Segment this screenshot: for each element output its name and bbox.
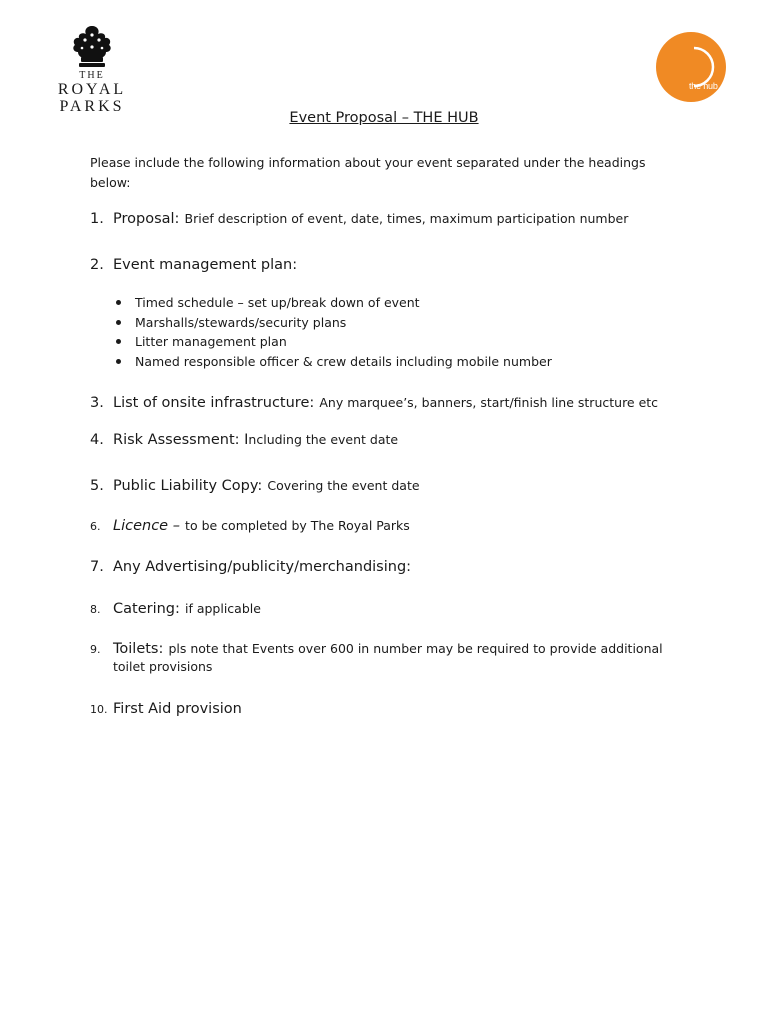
intro-paragraph: Please include the following information about your event separated under the headings below: [90,155,646,190]
bullet-item: Marshalls/stewards/security plans [113,313,552,333]
item-number: 9. [90,643,101,656]
item-heading: Any Advertising/publicity/merchandising: [113,559,412,575]
item-heading: Licence – [113,518,180,534]
hub-circle-icon [654,30,728,104]
list-item-advertising [90,556,670,575]
list-item-onsite-infrastructure [90,392,670,411]
item-number: 4. [90,432,104,448]
item-description: pls note that Events over 600 in number may be required to provide additional [168,641,663,656]
item-heading: First Aid provision [113,701,242,717]
logo-parks-text: PARKS [59,98,125,115]
item-heading: Public Liability Copy: [113,478,263,494]
item-number: 1. [90,211,104,227]
item-description: Any marquee’s, banners, start/finish line structure etc [319,395,659,410]
list-item-proposal [90,208,670,227]
bullet-item: Timed schedule – set up/break down of event [113,293,552,313]
the-hub-logo [654,30,728,104]
item-heading: Risk Assessment: I [113,432,249,448]
item-description: ncluding the event date [248,432,399,447]
logo-the-text: THE [79,70,105,81]
bullet-item: Litter management plan [113,332,552,352]
item-heading: Catering: [113,601,180,617]
item-description: if applicable [184,601,261,616]
item-description: Covering the event date [267,478,420,493]
item-description-continued: toilet provisions [113,659,213,674]
bullet-item: Named responsible officer & crew details including mobile number [113,352,552,372]
item-number: 5. [90,478,104,494]
list-item-public-liability [90,475,670,494]
item-description: Brief description of event, date, times, maximum participation number [184,211,629,226]
royal-parks-logo [50,24,134,115]
list-item-toilets [90,638,670,677]
list-item-first-aid [90,698,670,717]
royal-parks-crest-icon [67,24,117,68]
item-heading: Event management plan: [113,257,298,273]
list-item-licence [90,515,670,534]
item-number: 7. [90,559,104,575]
item-number: 3. [90,395,104,411]
item-heading: Toilets: [113,641,164,657]
list-item-event-management-plan [90,254,670,273]
hub-logo-text: the hub [689,81,718,91]
list-item-catering [90,598,670,617]
item-description: to be completed by The Royal Parks [185,518,410,533]
item-number: 8. [90,603,101,616]
item-number: 6. [90,520,101,533]
list-item-risk-assessment [90,429,670,448]
item-heading: Proposal: [113,211,180,227]
item-heading: List of onsite infrastructure: [113,395,315,411]
item-number: 10. [90,703,108,716]
item-number: 2. [90,257,104,273]
event-management-bullets [113,293,552,372]
logo-royal-text: ROYAL [57,81,127,98]
document-title: Event Proposal – THE HUB [289,110,479,126]
